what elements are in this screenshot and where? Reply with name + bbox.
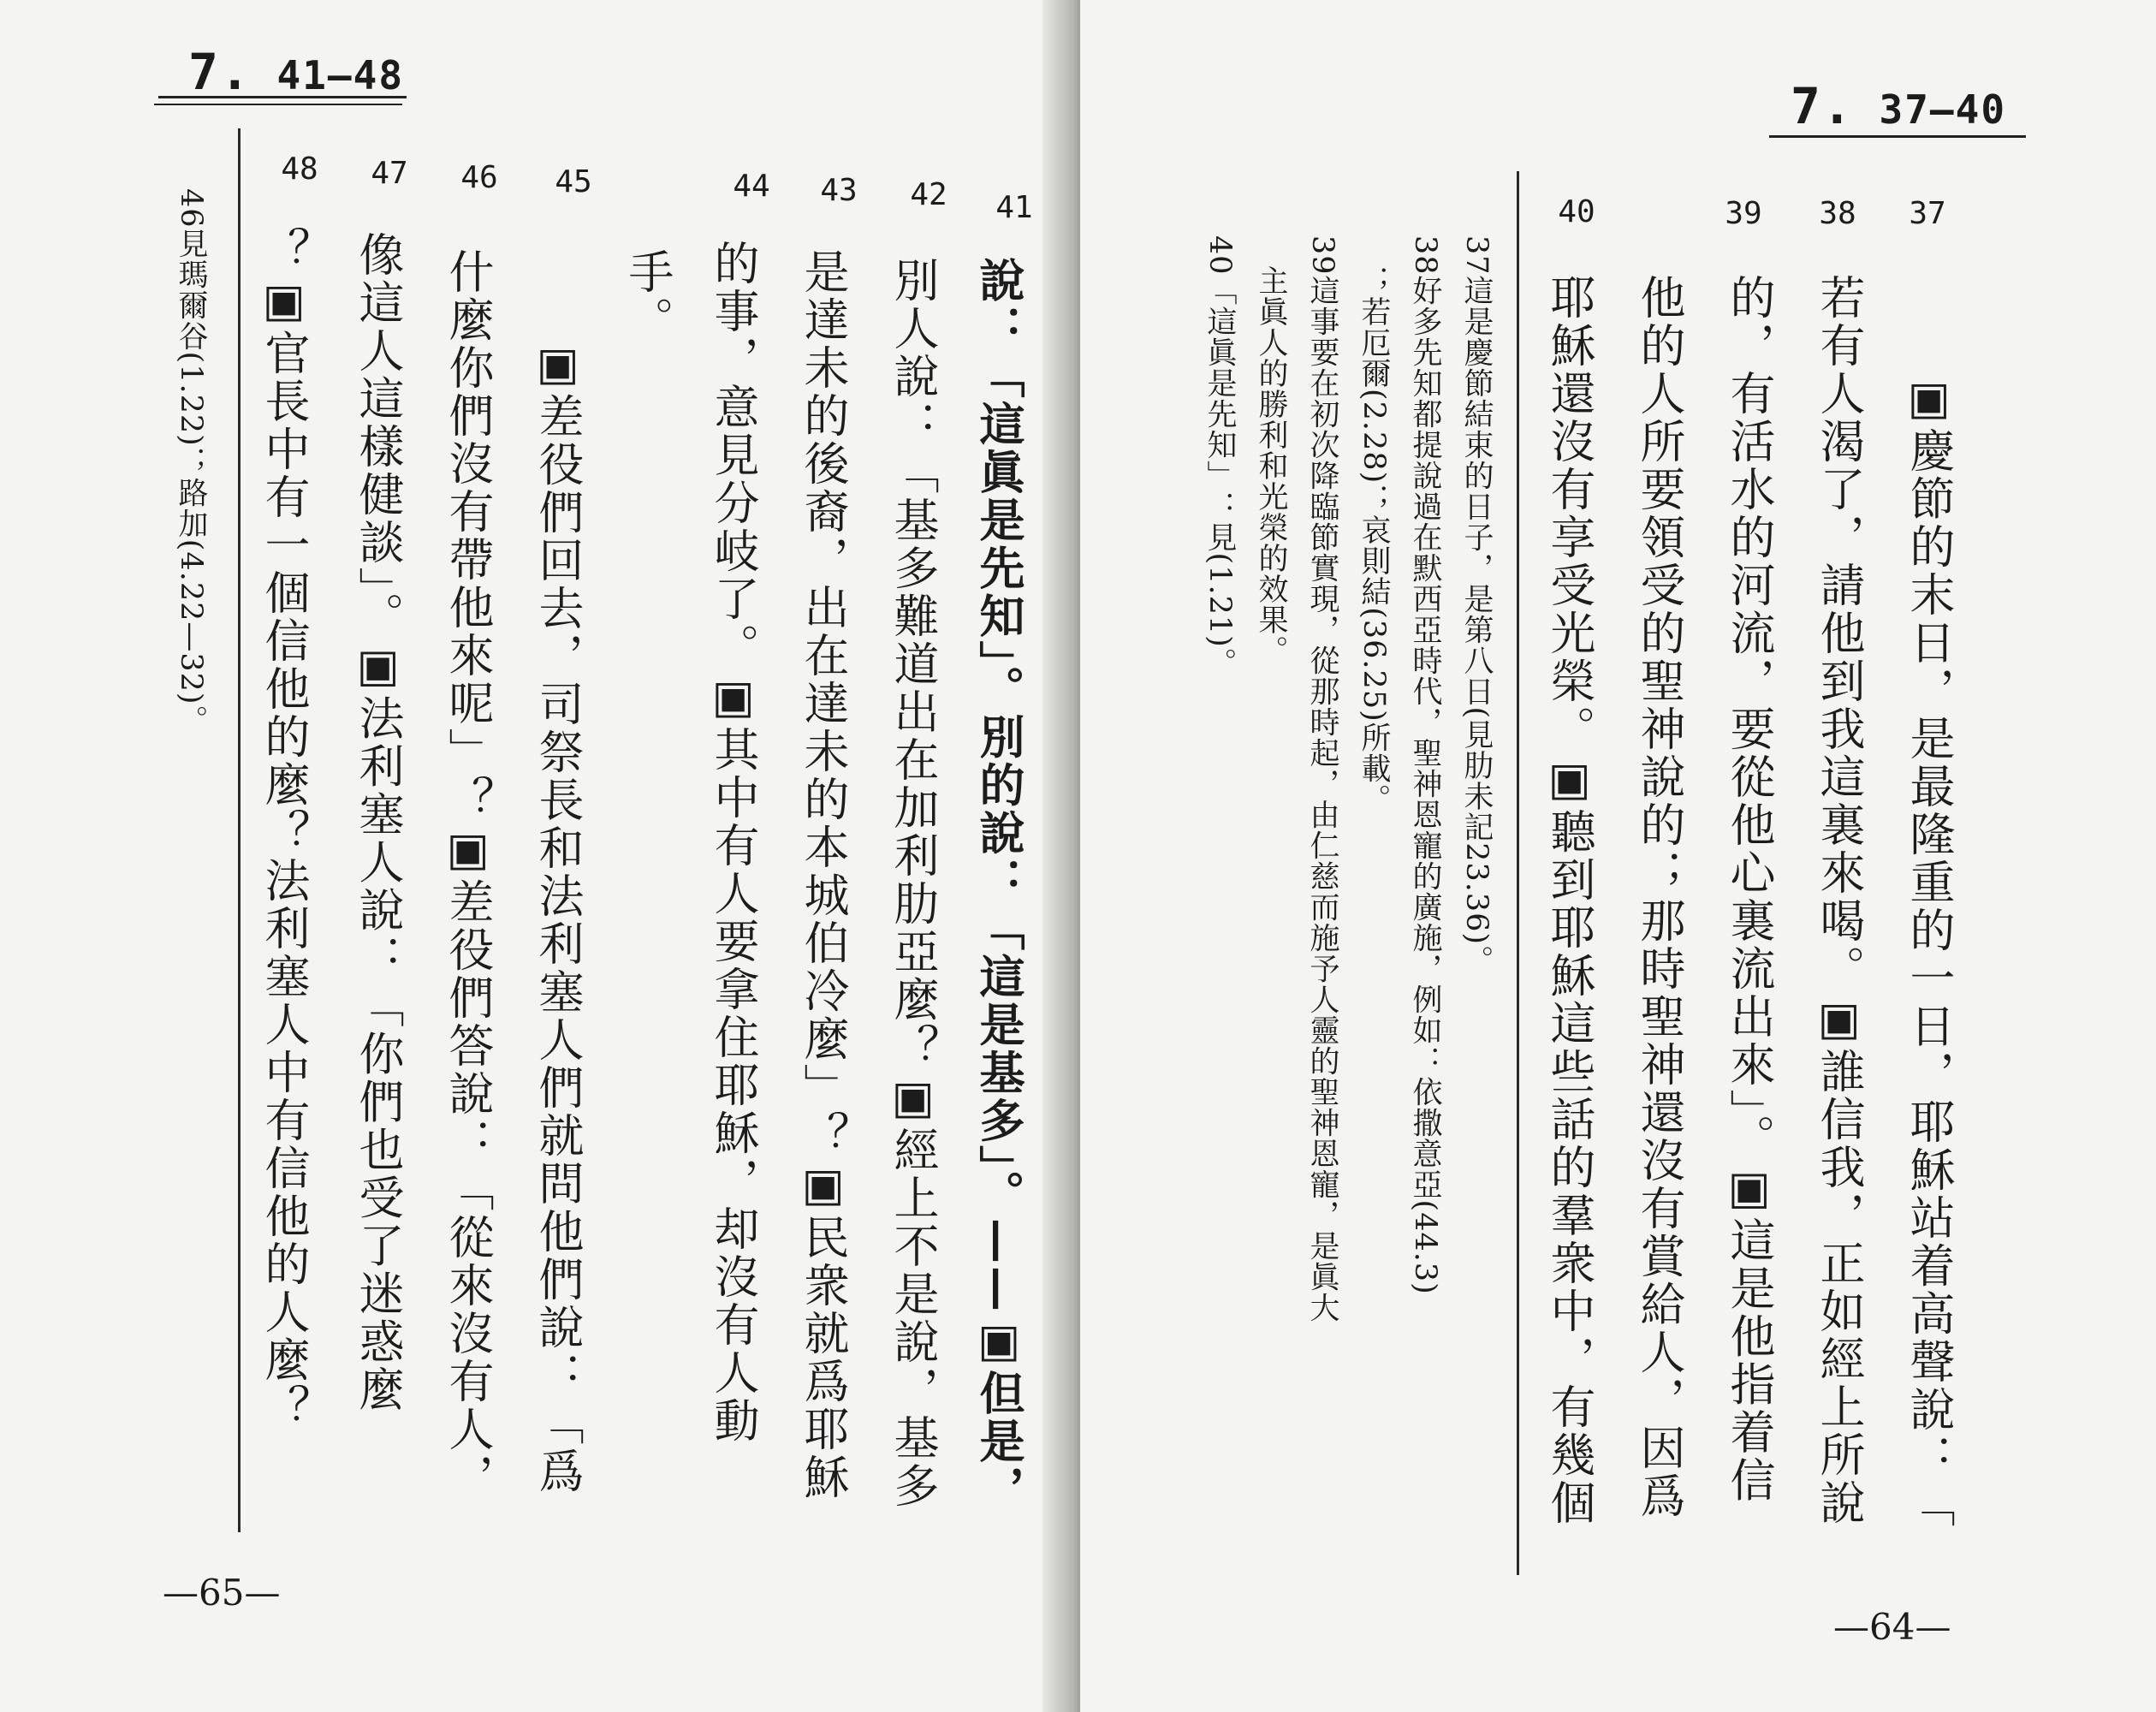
verse-range: 41—48 xyxy=(276,52,405,98)
note-divider xyxy=(1517,171,1519,1575)
note-divider xyxy=(238,128,241,1532)
text-column: 像這人這樣健談」。▣法利塞人說：「你們也受了迷惑麼 xyxy=(352,231,404,1414)
text-column: 耶穌還沒有享受光榮。▣聽到耶穌這些話的羣衆中，有幾個 xyxy=(1543,274,1595,1527)
header-rule-double xyxy=(154,104,402,105)
text-column: 什麼你們沒有帶他來呢」？▣差役們答說：「從來沒有人， xyxy=(442,248,494,1501)
text-column: 他的人所要領受的聖神說的；那時聖神還沒有賞給人，因爲 xyxy=(1633,274,1685,1520)
footnote: 39這事要在初次降臨節實現，從那時起，由仁慈而施予人靈的聖神恩寵，是眞大 xyxy=(1305,235,1339,1323)
verse-number: 40 xyxy=(1558,194,1595,229)
footnote: 38好多先知都提說過在默西亞時代，聖神恩寵的廣施，例如：依撒意亞(44.3) xyxy=(1408,235,1442,1295)
chapter-number: 7. xyxy=(188,43,252,101)
verse-number: 46 xyxy=(460,160,498,195)
text-column: ？▣官長中有一個信他的麼？法利塞人中有信他的人麼？ xyxy=(258,227,310,1432)
verse-number: 44 xyxy=(733,169,770,204)
page-number: —64— xyxy=(1833,1606,1951,1648)
footnote: 主眞人的勝利和光榮的效果。 xyxy=(1254,265,1288,666)
verse-number: 47 xyxy=(371,156,408,191)
text-column: 的，有活水的河流，要從他心裏流出來」。▣這是他指着信 xyxy=(1723,274,1775,1505)
text-column: 手。 xyxy=(621,248,674,344)
verse-number: 48 xyxy=(281,152,318,187)
right-page-header xyxy=(1791,77,2007,135)
verse-number: 43 xyxy=(820,173,858,208)
verse-number: 37 xyxy=(1909,196,1946,231)
header-rule xyxy=(158,96,407,98)
footnote: 37這是慶節結束的日子，是第八日(見肋未記23.36)。 xyxy=(1459,235,1494,977)
footnote: ；若厄爾(2.28)；哀則結(36.25)所載。 xyxy=(1357,265,1391,815)
verse-number: 39 xyxy=(1725,196,1762,231)
footnote: 46見瑪爾谷(1.22)；路加(4.22—32)。 xyxy=(174,188,208,736)
right-page xyxy=(1080,0,2156,1712)
verse-number: 41 xyxy=(995,190,1033,225)
verse-number: 38 xyxy=(1819,196,1856,231)
verse-range: 37—40 xyxy=(1879,86,2007,133)
chapter-number: 7. xyxy=(1791,77,1854,135)
text-column: ▣慶節的末日，是最隆重的一日，耶穌站着高聲說：「 xyxy=(1903,372,1955,1530)
text-column: ▣差役們回去，司祭長和法利塞人們就問他們說：「爲 xyxy=(532,338,584,1495)
verse-number: 42 xyxy=(910,177,947,212)
page-number: —65— xyxy=(163,1572,281,1614)
text-column: 是達未的後裔，出在達未的本城伯冷麼」？▣民衆就爲耶穌 xyxy=(797,248,849,1501)
text-column: 別人說：「基多難道出在加利肋亞麼？▣經上不是說，基多 xyxy=(887,257,939,1510)
text-column: 說：「這眞是先知」。別的說：「這是基多」。——▣但是， xyxy=(972,257,1025,1513)
footnote: 40「這眞是先知」：見(1.21)。 xyxy=(1203,235,1237,679)
text-column: 若有人渴了，請他到我這裏來喝。▣誰信我，正如經上所說 xyxy=(1813,274,1865,1527)
left-page-header xyxy=(188,43,405,101)
text-column: 的事，意見分岐了。▣其中有人要拿住耶穌，却沒有人動 xyxy=(707,240,759,1445)
header-rule xyxy=(1769,135,2026,138)
verse-number: 45 xyxy=(555,164,592,199)
